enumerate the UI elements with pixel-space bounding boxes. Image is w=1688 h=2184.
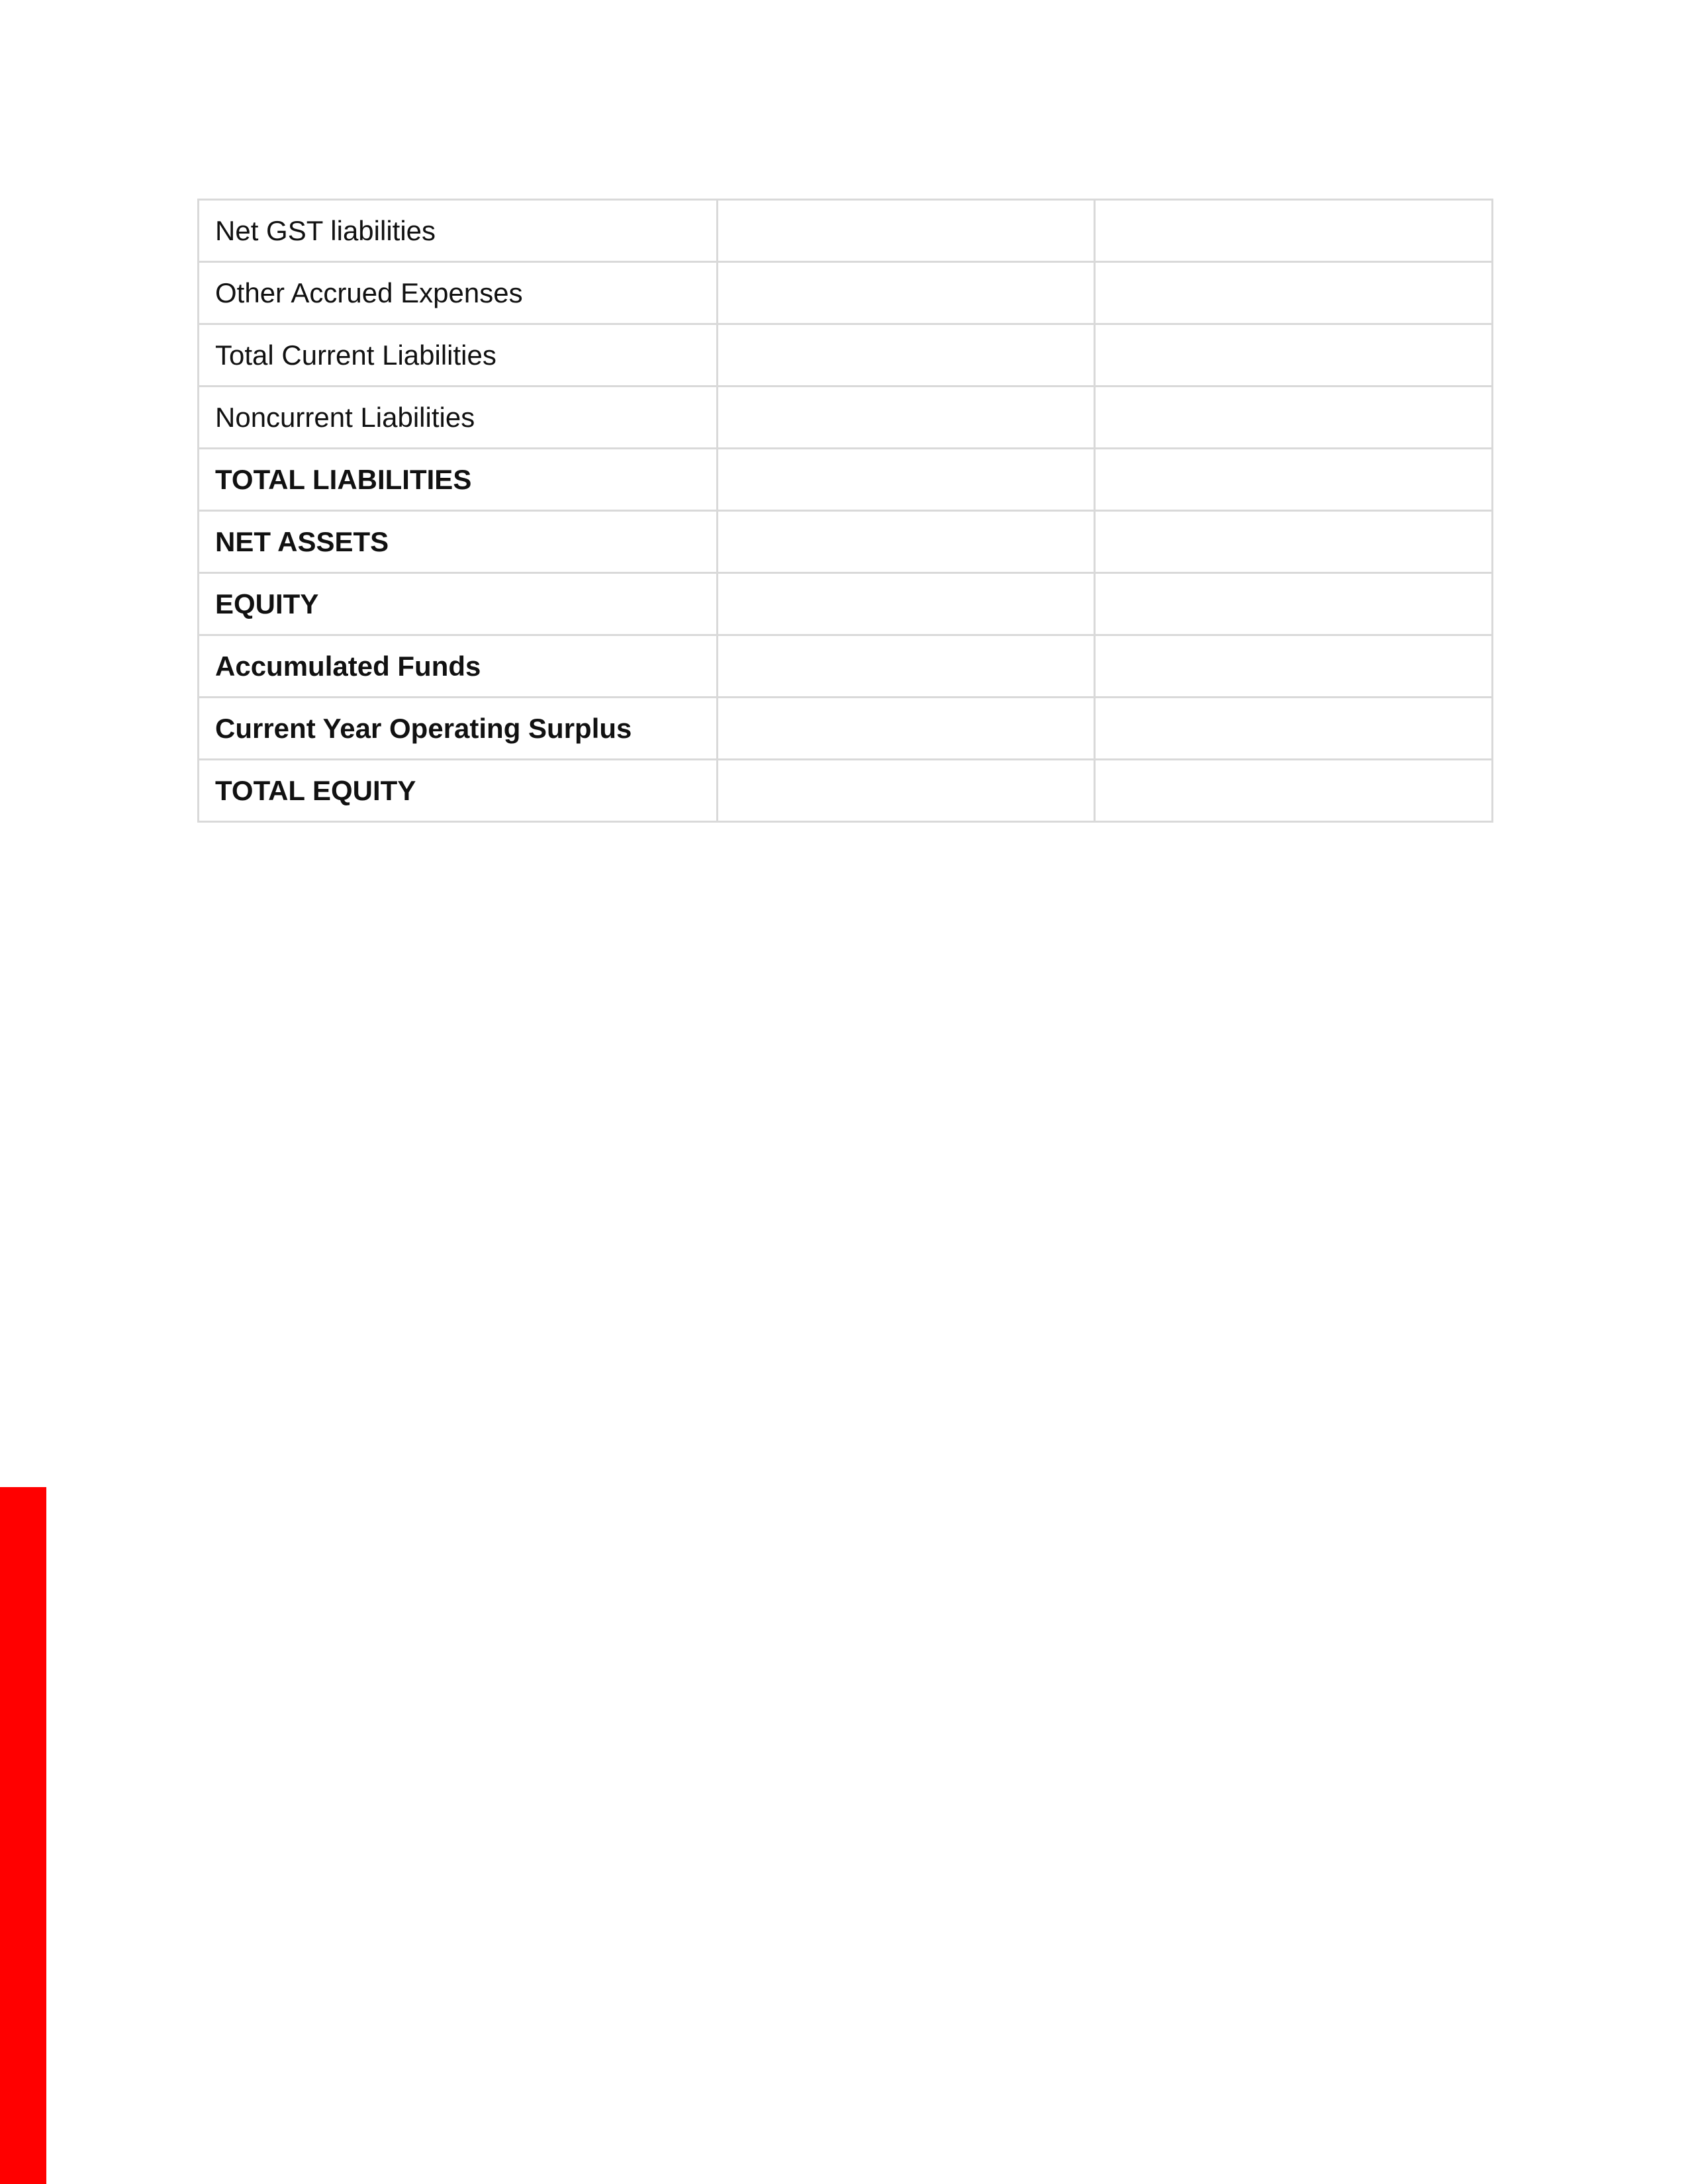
table-row xyxy=(199,635,1493,698)
value-cell xyxy=(718,635,1095,698)
row-label: Current Year Operating Surplus xyxy=(199,698,718,760)
value-cell xyxy=(1095,200,1493,262)
row-label: TOTAL LIABILITIES xyxy=(199,449,718,511)
value-cell xyxy=(718,573,1095,635)
value-cell xyxy=(1095,635,1493,698)
value-cell xyxy=(1095,449,1493,511)
value-cell xyxy=(718,511,1095,573)
row-label: Noncurrent Liabilities xyxy=(199,387,718,449)
table-row xyxy=(199,200,1493,262)
row-label: Other Accrued Expenses xyxy=(199,262,718,324)
value-cell xyxy=(1095,573,1493,635)
red-side-bar xyxy=(0,1487,46,2184)
value-cell xyxy=(718,760,1095,822)
value-cell xyxy=(718,324,1095,387)
balance-sheet-table xyxy=(197,199,1493,823)
table-row xyxy=(199,698,1493,760)
value-cell xyxy=(1095,698,1493,760)
row-label: Net GST liabilities xyxy=(199,200,718,262)
value-cell xyxy=(718,200,1095,262)
row-label: TOTAL EQUITY xyxy=(199,760,718,822)
table-row xyxy=(199,760,1493,822)
value-cell xyxy=(1095,511,1493,573)
table-row xyxy=(199,449,1493,511)
row-label: EQUITY xyxy=(199,573,718,635)
table-row xyxy=(199,573,1493,635)
table-row xyxy=(199,324,1493,387)
table-row xyxy=(199,511,1493,573)
value-cell xyxy=(1095,760,1493,822)
value-cell xyxy=(718,449,1095,511)
table-row xyxy=(199,387,1493,449)
table-row xyxy=(199,262,1493,324)
row-label: NET ASSETS xyxy=(199,511,718,573)
value-cell xyxy=(1095,324,1493,387)
value-cell xyxy=(1095,387,1493,449)
row-label: Accumulated Funds xyxy=(199,635,718,698)
value-cell xyxy=(718,262,1095,324)
row-label: Total Current Liabilities xyxy=(199,324,718,387)
value-cell xyxy=(718,698,1095,760)
value-cell xyxy=(718,387,1095,449)
value-cell xyxy=(1095,262,1493,324)
